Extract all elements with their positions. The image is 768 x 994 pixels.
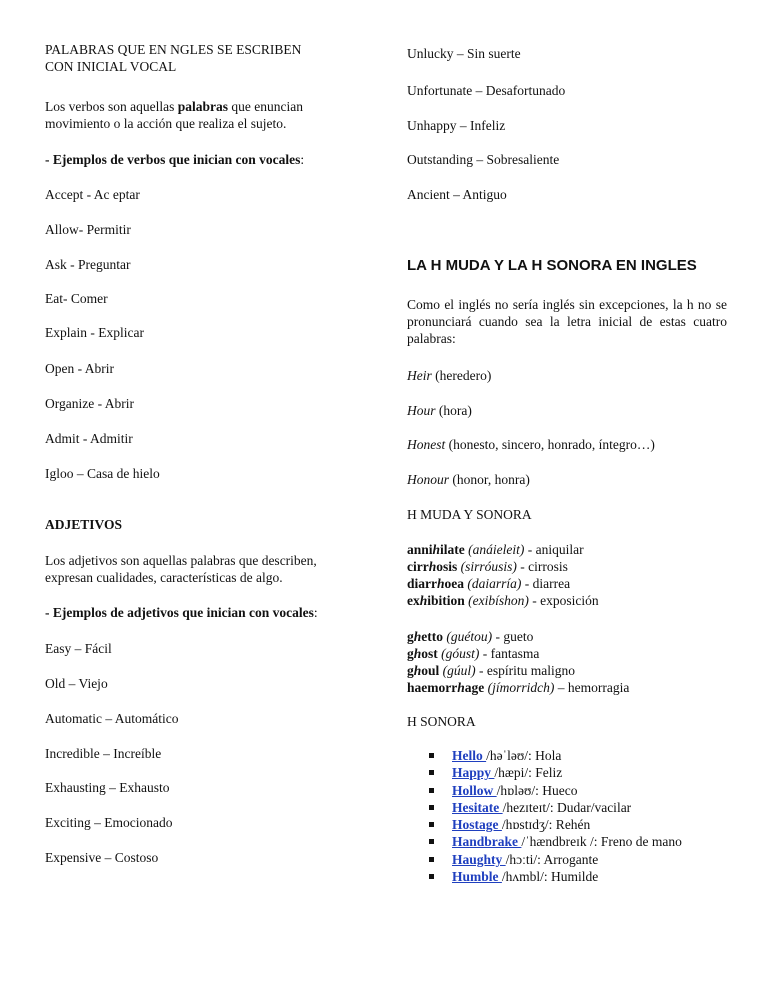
verb-item: Igloo – Casa de hielo — [45, 466, 160, 481]
bullet-square-icon — [429, 874, 434, 879]
adjective-item: Old – Viejo — [45, 676, 108, 691]
adjectives-heading: ADJETIVOS — [45, 517, 122, 532]
adjective-item: Outstanding – Sobresaliente — [407, 152, 560, 167]
mute-h-word: Honour (honor, honra) — [407, 472, 530, 487]
verb-item: Eat- Comer — [45, 291, 108, 306]
bullet-square-icon — [429, 753, 434, 758]
verb-item: Admit - Admitir — [45, 431, 133, 446]
verb-item: Organize - Abrir — [45, 396, 134, 411]
word-link[interactable]: Hollow — [452, 782, 497, 798]
word-link[interactable]: Hesitate — [452, 799, 503, 815]
bullet-square-icon — [429, 839, 434, 844]
adjectives-examples-heading: - Ejemplos de adjetivos que inician con vocales: — [45, 605, 318, 620]
adjective-item: Exciting – Emocionado — [45, 815, 173, 830]
gh-word: ghetto (guétou) - gueto — [407, 629, 534, 644]
list-item: Hello /həˈləʊ/: Hola — [428, 747, 682, 764]
word-link[interactable]: Haughty — [452, 851, 506, 867]
h-intro-paragraph: Como el inglés no sería inglés sin excepciones, la h no se pronunciará cuando sea la letra inicial de estas cuatro palabras: — [407, 297, 727, 346]
list-item: Hesitate /hezɪteɪt/: Dudar/vacilar — [428, 799, 682, 816]
mixed-h-word: cirrhosis (sirróusis) - cirrosis — [407, 559, 568, 574]
adjectives-intro-line-1: Los adjetivos son aquellas palabras que describen, — [45, 553, 317, 568]
verbs-intro-line-1: Los verbos son aquellas palabras que enuncian — [45, 99, 303, 114]
adjectives-intro-line-2: expresan cualidades, características de algo. — [45, 570, 283, 585]
adjective-item: Ancient – Antiguo — [407, 187, 507, 202]
adjective-item: Expensive – Costoso — [45, 850, 159, 865]
bullet-square-icon — [429, 805, 434, 810]
word-link[interactable]: Handbrake — [452, 834, 522, 850]
verb-item: Accept - Ac eptar — [45, 187, 140, 202]
list-item: Haughty /hɔːti/: Arrogante — [428, 851, 682, 868]
mute-h-word: Heir (heredero) — [407, 368, 492, 383]
verbs-examples-heading: - Ejemplos de verbos que inician con vocales: — [45, 152, 305, 167]
word-link[interactable]: Humble — [452, 869, 502, 885]
word-link[interactable]: Hostage — [452, 817, 502, 833]
bullet-square-icon — [429, 857, 434, 862]
adjective-item: Easy – Fácil — [45, 641, 112, 656]
list-item: Happy /hæpi/: Feliz — [428, 764, 682, 781]
list-item: Handbrake /ˈhændbreɪk /: Freno de mano — [428, 833, 682, 850]
gh-word: ghoul (gúul) - espíritu maligno — [407, 663, 576, 678]
mute-sonora-heading: H MUDA Y SONORA — [407, 507, 532, 522]
list-item: Humble /hʌmbl/: Humilde — [428, 868, 682, 885]
list-item: Hollow /hɒləʊ/: Hueco — [428, 782, 682, 799]
sonora-list — [428, 747, 682, 885]
verb-item: Ask - Preguntar — [45, 257, 131, 272]
bullet-square-icon — [429, 788, 434, 793]
sonora-heading: H SONORA — [407, 714, 476, 729]
adjective-item: Unfortunate – Desafortunado — [407, 83, 566, 98]
adjective-item: Exhausting – Exhausto — [45, 780, 170, 795]
title-line-2: CON INICIAL VOCAL — [45, 59, 177, 74]
mute-h-word: Honest (honesto, sincero, honrado, íntegro…) — [407, 437, 655, 452]
verb-item: Open - Abrir — [45, 361, 114, 376]
gh-word: ghost (góust) - fantasma — [407, 646, 540, 661]
adjective-item: Incredible – Increíble — [45, 746, 162, 761]
mixed-h-word: annihilate (anáieleit) - aniquilar — [407, 542, 584, 557]
mixed-h-word: exhibition (exibíshon) - exposición — [407, 593, 599, 608]
list-item: Hostage /hɒstɪdʒ/: Rehén — [428, 816, 682, 833]
verb-item: Explain - Explicar — [45, 325, 144, 340]
mute-h-word: Hour (hora) — [407, 403, 472, 418]
verb-item: Allow- Permitir — [45, 222, 131, 237]
bullet-square-icon — [429, 822, 434, 827]
adjective-item: Unlucky – Sin suerte — [407, 46, 521, 61]
gh-word: haemorrhage (jímorridch) – hemorragia — [407, 680, 630, 695]
title-line-1: PALABRAS QUE EN NGLES SE ESCRIBEN — [45, 42, 302, 57]
bullet-square-icon — [429, 770, 434, 775]
adjective-item: Unhappy – Infeliz — [407, 118, 506, 133]
verbs-intro-line-2: movimiento o la acción que realiza el sujeto. — [45, 116, 287, 131]
h-section-heading: LA H MUDA Y LA H SONORA EN INGLES — [407, 257, 697, 274]
mixed-h-word: diarrhoea (daiarría) - diarrea — [407, 576, 571, 591]
adjective-item: Automatic – Automático — [45, 711, 179, 726]
word-link[interactable]: Hello — [452, 748, 487, 763]
word-link[interactable]: Happy — [452, 765, 495, 781]
